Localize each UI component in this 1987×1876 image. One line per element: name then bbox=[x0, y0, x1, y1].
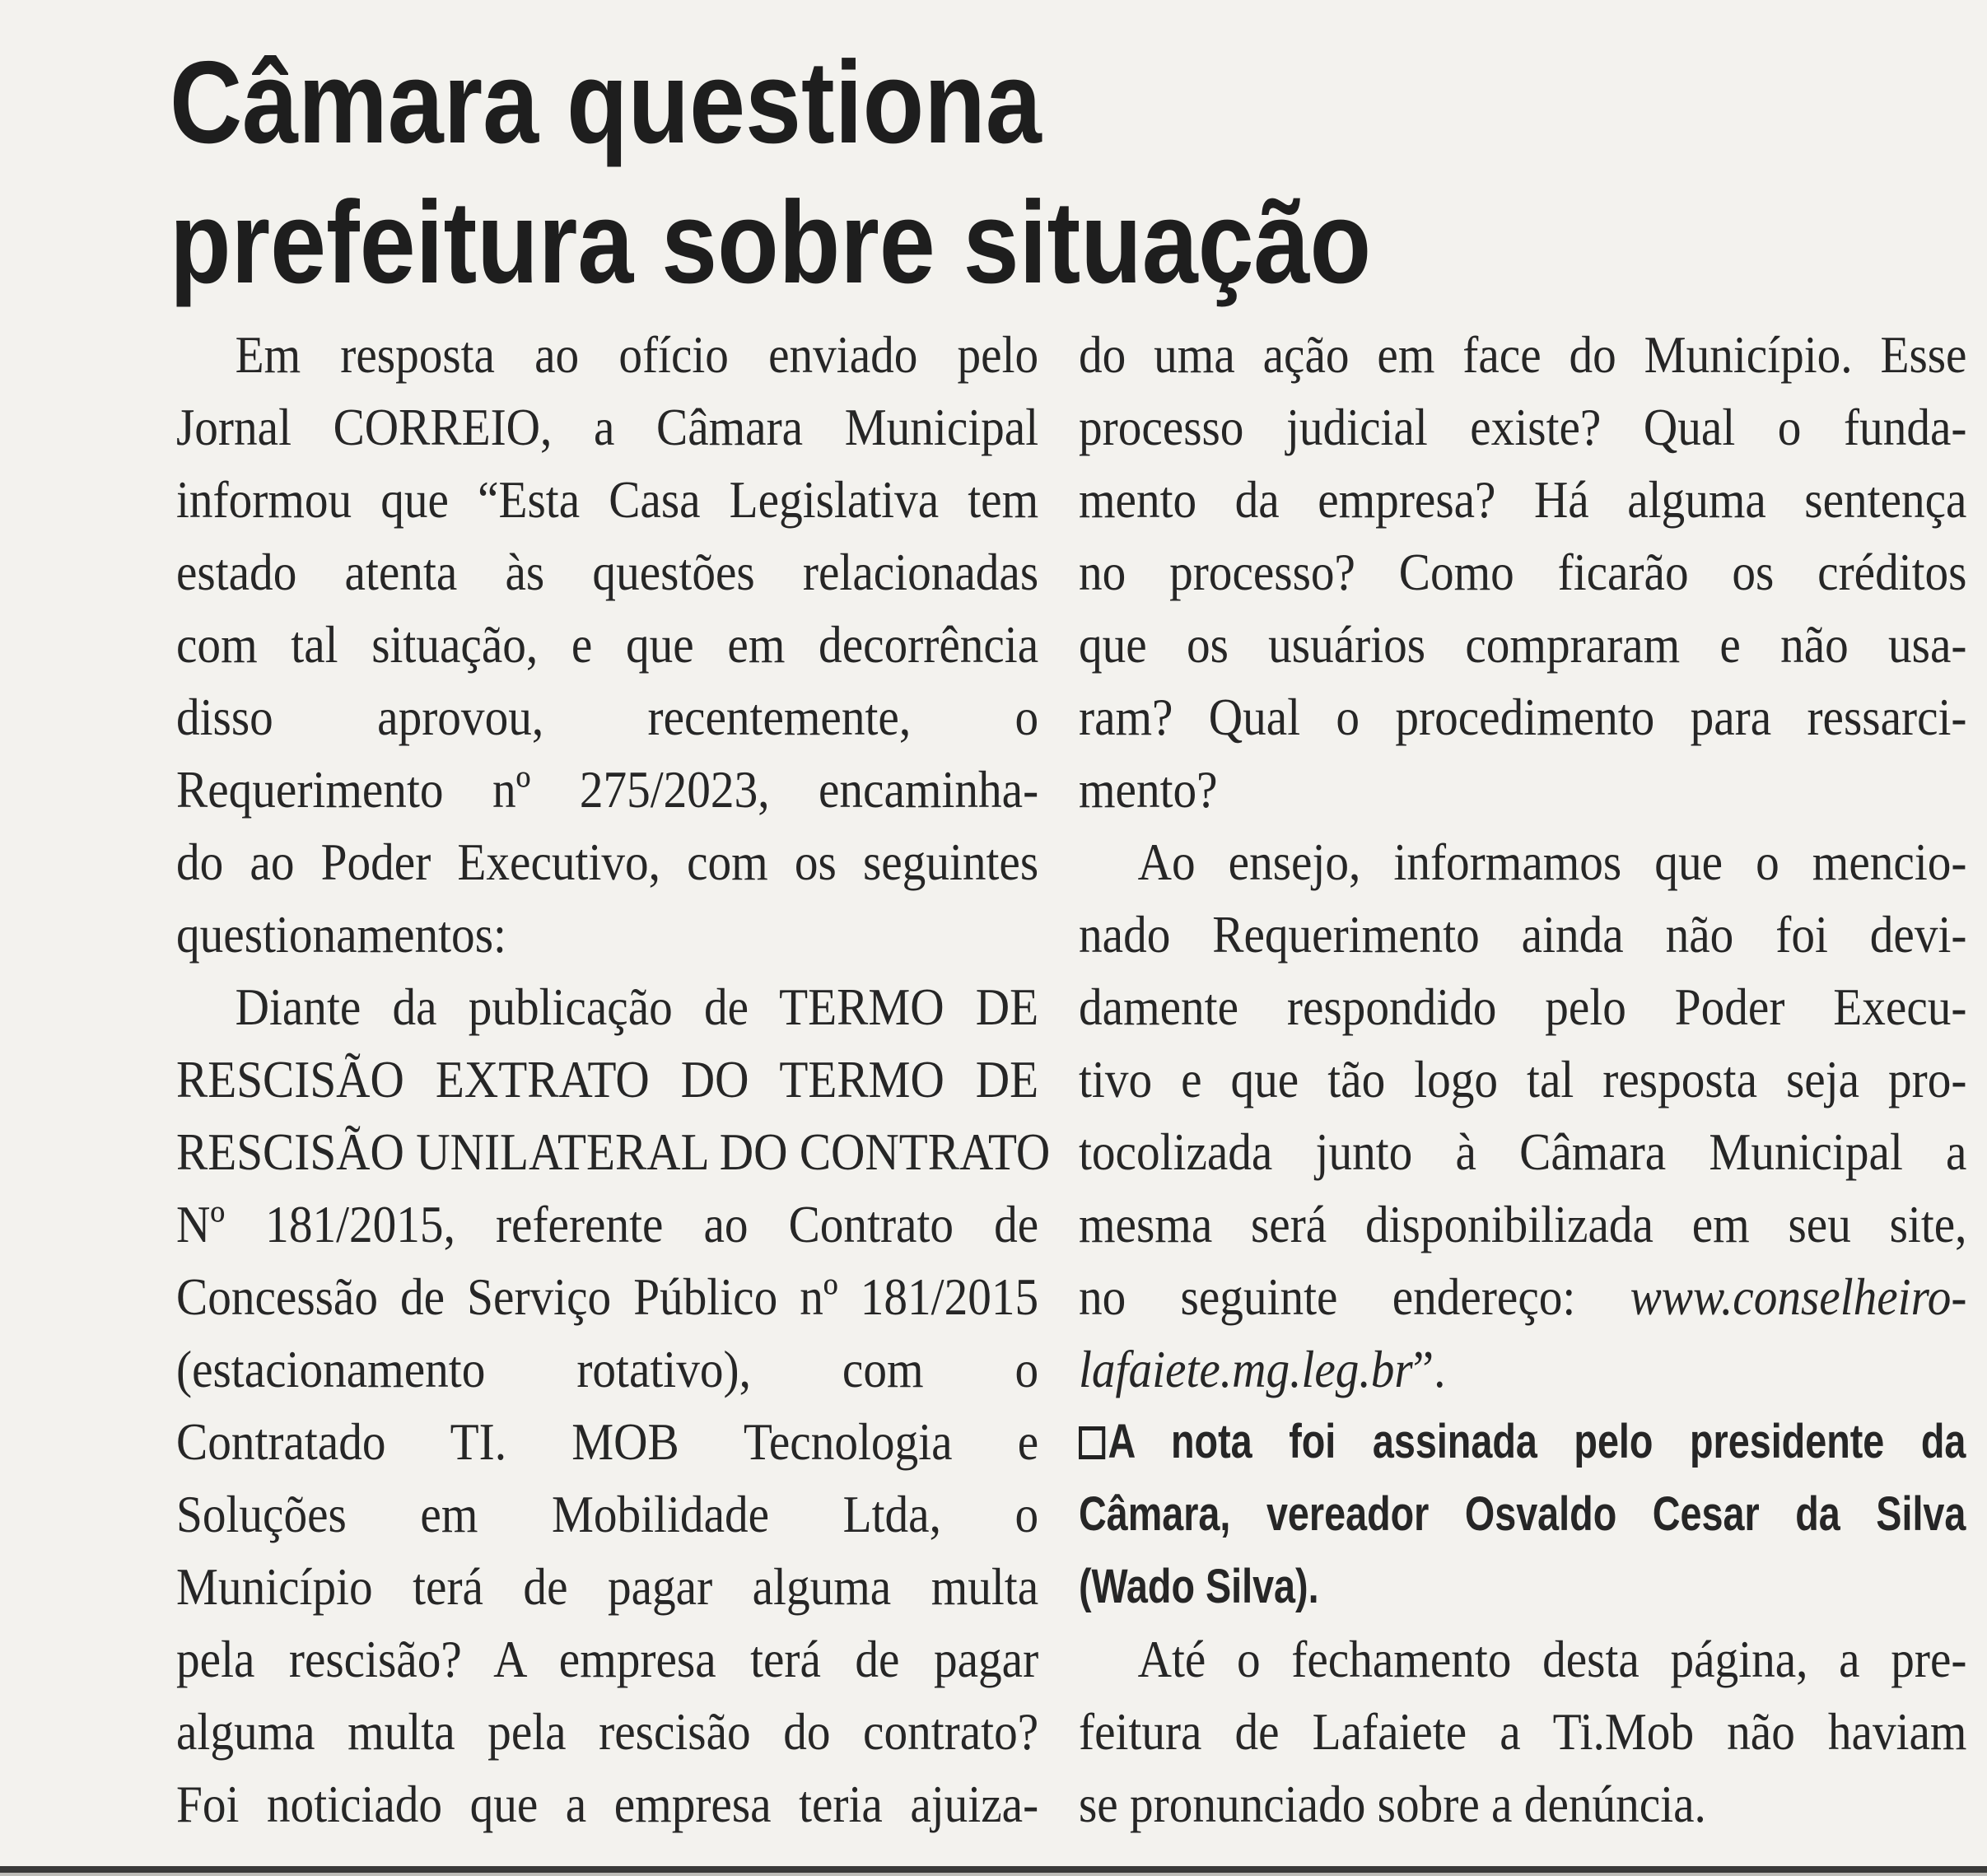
line-text: informou que “Esta Casa Legislativa tem bbox=[176, 470, 1039, 529]
signature-note-line bbox=[1079, 1551, 1966, 1623]
line-text: (estacionamento rotativo), com o bbox=[176, 1340, 1039, 1398]
line-text: mesma será disponibilizada em seu site, bbox=[1079, 1195, 1967, 1253]
article-text-line bbox=[1079, 1261, 1966, 1333]
bottom-rule bbox=[0, 1866, 1987, 1873]
line-text: do ao Poder Executivo, com os seguintes bbox=[176, 833, 1039, 891]
article-text-line bbox=[1079, 1116, 1966, 1188]
article-text-line bbox=[176, 1696, 1038, 1768]
article-text-line bbox=[176, 1261, 1038, 1333]
line-text: Até o fechamento desta página, a pre- bbox=[1137, 1630, 1967, 1688]
line-text: Soluções em Mobilidade Ltda, o bbox=[176, 1485, 1039, 1543]
line-text: que os usuários compraram e não usa- bbox=[1079, 615, 1967, 674]
article-text-line bbox=[1079, 536, 1966, 609]
article-text-line bbox=[1079, 1623, 1966, 1696]
line-text: alguma multa pela rescisão do contrato? bbox=[176, 1702, 1039, 1761]
article-text-line bbox=[1079, 971, 1966, 1043]
website-link-text: www.conselheiro- bbox=[1630, 1267, 1967, 1326]
article-text-line bbox=[176, 1188, 1038, 1261]
line-text: com tal situação, e que em decorrência bbox=[176, 615, 1039, 674]
article-text-line bbox=[1079, 1333, 1966, 1406]
article-text-line bbox=[1079, 319, 1966, 391]
line-text: Município terá de pagar alguma multa bbox=[176, 1557, 1039, 1616]
line-text: A nota foi assinada pelo presidente da bbox=[1108, 1415, 1966, 1468]
line-text: se pronunciado sobre a denúncia. bbox=[1079, 1775, 1706, 1833]
article-text-line bbox=[176, 1116, 1051, 1188]
line-text: estado atenta às questões relacionadas bbox=[176, 543, 1039, 601]
line-text: do uma ação em face do Município. Esse bbox=[1079, 325, 1967, 384]
article-text-line bbox=[176, 826, 1038, 898]
article-text-line bbox=[176, 1623, 1038, 1696]
article-text-line bbox=[176, 1768, 1038, 1841]
line-text: Requerimento nº 275/2023, encaminha- bbox=[176, 760, 1039, 819]
line-text: mento da empresa? Há alguma sentença bbox=[1079, 470, 1967, 529]
line-text: mento? bbox=[1079, 760, 1218, 819]
line-text: no seguinte endereço: bbox=[1079, 1267, 1630, 1326]
headline-line-2: prefeitura sobre situação bbox=[170, 177, 1372, 308]
line-text: no processo? Como ficarão os créditos bbox=[1079, 543, 1967, 601]
article-text-line bbox=[176, 1478, 1038, 1551]
article-text-line bbox=[1079, 754, 1966, 826]
article-text-line bbox=[1079, 1696, 1966, 1768]
line-text: damente respondido pelo Poder Execu- bbox=[1079, 978, 1967, 1036]
article-column-right bbox=[1079, 319, 1966, 1841]
article-text-line bbox=[1079, 1188, 1966, 1261]
signature-note-line bbox=[1079, 1478, 1966, 1551]
article-text-line bbox=[1079, 1043, 1966, 1116]
article-text-line bbox=[176, 391, 1038, 464]
headline bbox=[170, 33, 1371, 313]
line-text: Diante da publicação de TERMO DE bbox=[235, 978, 1039, 1036]
line-text: RESCISÃO UNILATERAL DO CONTRATO bbox=[176, 1122, 1051, 1181]
article-text-line bbox=[1079, 391, 1966, 464]
line-text: disso aprovou, recentemente, o bbox=[176, 688, 1039, 746]
article-text-line bbox=[176, 464, 1038, 536]
article-column-left bbox=[176, 319, 1051, 1841]
signature-note-line bbox=[1079, 1406, 1966, 1478]
line-text: Câmara, vereador Osvaldo Cesar da Silva bbox=[1079, 1487, 1966, 1541]
line-text: RESCISÃO EXTRATO DO TERMO DE bbox=[176, 1050, 1039, 1108]
article-text-line bbox=[1079, 464, 1966, 536]
article-text-line bbox=[176, 898, 1038, 971]
line-text: (Wado Silva). bbox=[1079, 1560, 1319, 1613]
article-text-line bbox=[1079, 826, 1966, 898]
line-text: pela rescisão? A empresa terá de pagar bbox=[176, 1630, 1039, 1688]
article-text-line bbox=[176, 754, 1038, 826]
article-text-line bbox=[176, 1333, 1038, 1406]
article-text-line bbox=[1079, 609, 1966, 681]
article-text-line bbox=[176, 536, 1038, 609]
article-text-line bbox=[176, 1551, 1038, 1623]
headline-line-1: Câmara questiona bbox=[170, 37, 1042, 168]
line-text: processo judicial existe? Qual o funda- bbox=[1079, 398, 1967, 456]
article-text-line bbox=[1079, 681, 1966, 754]
website-link-text: lafaiete.mg.leg.br bbox=[1079, 1340, 1413, 1398]
line-text: Em resposta ao ofício enviado pelo bbox=[235, 325, 1039, 384]
line-text: questionamentos: bbox=[176, 905, 506, 964]
line-text: tocolizada junto à Câmara Municipal a bbox=[1079, 1122, 1967, 1181]
article-text-line bbox=[176, 971, 1038, 1043]
article-text-line bbox=[1079, 898, 1966, 971]
line-text: Nº 181/2015, referente ao Contrato de bbox=[176, 1195, 1039, 1253]
article-text-line bbox=[176, 319, 1038, 391]
line-text: Jornal CORREIO, a Câmara Municipal bbox=[176, 398, 1039, 456]
article-text-line bbox=[176, 1043, 1038, 1116]
line-text: Ao ensejo, informamos que o mencio- bbox=[1137, 833, 1967, 891]
line-text: Foi noticiado que a empresa teria ajuiza- bbox=[176, 1775, 1039, 1833]
line-text: feitura de Lafaiete a Ti.Mob não haviam bbox=[1079, 1702, 1967, 1761]
line-text: Concessão de Serviço Público nº 181/2015 bbox=[176, 1267, 1039, 1326]
line-text: Contratado TI. MOB Tecnologia e bbox=[176, 1412, 1039, 1471]
article-text-line bbox=[176, 609, 1038, 681]
square-bullet-icon bbox=[1079, 1426, 1105, 1459]
line-text: nado Requerimento ainda não foi devi- bbox=[1079, 905, 1967, 964]
article-text-line bbox=[176, 1406, 1038, 1478]
line-text: tivo e que tão logo tal resposta seja pro- bbox=[1079, 1050, 1967, 1108]
line-text: ram? Qual o procedimento para ressarci- bbox=[1079, 688, 1967, 746]
article-text-line bbox=[1079, 1768, 1966, 1841]
line-text-tail: ”. bbox=[1412, 1340, 1446, 1398]
bottom-edge bbox=[0, 1873, 1987, 1876]
article-text-line bbox=[176, 681, 1038, 754]
